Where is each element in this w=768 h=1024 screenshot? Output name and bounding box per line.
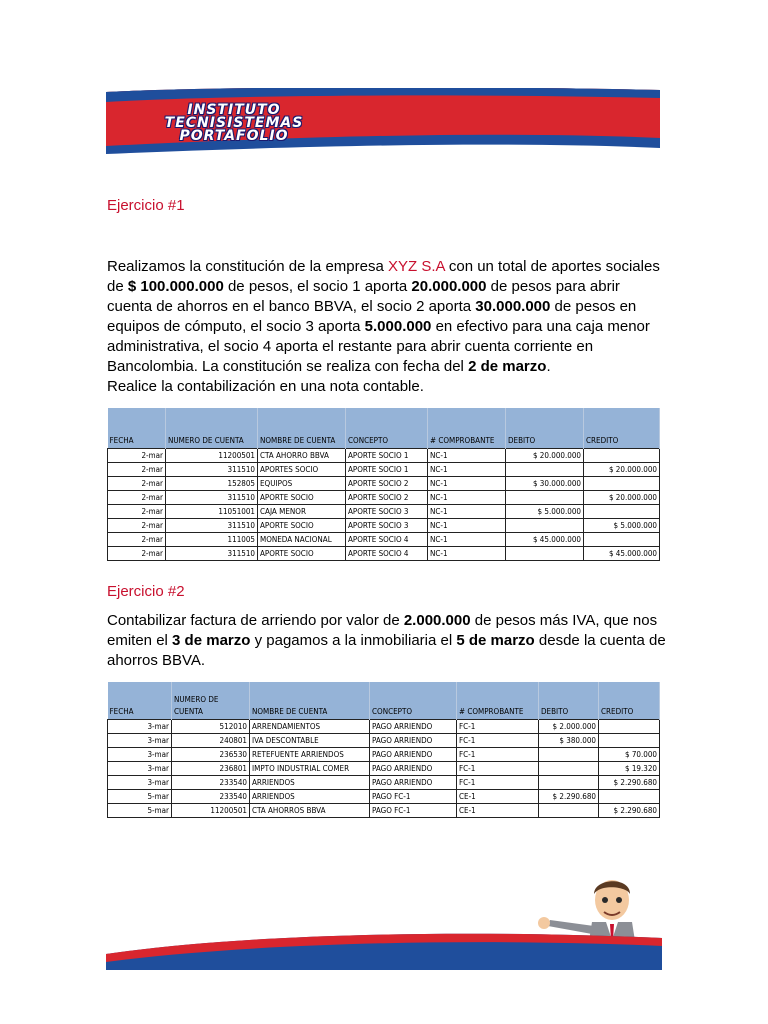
table-cell: APORTE SOCIO 1 [346, 462, 428, 476]
table-cell: 233540 [172, 789, 250, 803]
table-cell: $ 19.320 [599, 761, 660, 775]
table-cell: $ 70.000 [599, 747, 660, 761]
table-row [108, 504, 660, 518]
table-cell: PAGO FC-1 [370, 803, 457, 817]
table-cell: 2-mar [108, 476, 166, 490]
table-cell [539, 803, 599, 817]
table-cell [539, 775, 599, 789]
column-header: DEBITO [506, 408, 584, 448]
table-cell: $ 2.290.680 [599, 775, 660, 789]
table-cell: NC-1 [428, 518, 506, 532]
table-cell: APORTE SOCIO 2 [346, 490, 428, 504]
table-cell: $ 5.000.000 [506, 504, 584, 518]
column-header: CREDITO [584, 408, 660, 448]
table-cell: CAJA MENOR [258, 504, 346, 518]
table-cell: $ 2.290.680 [539, 789, 599, 803]
column-header: NUMERO DE CUENTA [166, 408, 258, 448]
table-row [108, 733, 660, 747]
table-cell: $ 20.000.000 [584, 490, 660, 504]
table-cell: NC-1 [428, 546, 506, 560]
column-header: CREDITO [599, 682, 660, 719]
footer-banner [106, 920, 662, 970]
table-cell [506, 546, 584, 560]
table-cell [599, 719, 660, 733]
table-cell: PAGO ARRIENDO [370, 747, 457, 761]
table-cell: APORTE SOCIO [258, 518, 346, 532]
table-cell: 311510 [166, 490, 258, 504]
table-cell: RETEFUENTE ARRIENDOS [250, 747, 370, 761]
table-cell: 5-mar [108, 803, 172, 817]
column-header: NUMERO DE CUENTA [172, 682, 250, 719]
table-cell: PAGO FC-1 [370, 789, 457, 803]
table-cell: 3-mar [108, 775, 172, 789]
table-cell: $ 2.290.680 [599, 803, 660, 817]
table-cell: 2-mar [108, 490, 166, 504]
table-cell: PAGO ARRIENDO [370, 775, 457, 789]
ledger-table-1 [107, 408, 660, 561]
table-cell: APORTE SOCIO [258, 490, 346, 504]
table-cell: $ 30.000.000 [506, 476, 584, 490]
table-cell: 2-mar [108, 518, 166, 532]
table-cell: IVA DESCONTABLE [250, 733, 370, 747]
table-cell: $ 20.000.000 [506, 448, 584, 462]
column-header: CONCEPTO [370, 682, 457, 719]
table-cell: 2-mar [108, 504, 166, 518]
table-cell: FC-1 [457, 747, 539, 761]
table-cell: 3-mar [108, 719, 172, 733]
exercise-1-heading: Ejercicio #1 [107, 197, 185, 214]
table-cell [584, 532, 660, 546]
table-cell: $ 380.000 [539, 733, 599, 747]
table-cell: PAGO ARRIENDO [370, 733, 457, 747]
table-cell: EQUIPOS [258, 476, 346, 490]
table-cell [584, 504, 660, 518]
table-cell [539, 761, 599, 775]
table-cell: APORTE SOCIO 3 [346, 504, 428, 518]
exercise-2-heading: Ejercicio #2 [107, 583, 185, 600]
table-cell: NC-1 [428, 532, 506, 546]
table-cell: FC-1 [457, 719, 539, 733]
table-row [108, 761, 660, 775]
column-header: # COMPROBANTE [457, 682, 539, 719]
table-cell: NC-1 [428, 448, 506, 462]
table-row [108, 747, 660, 761]
table-cell: 11051001 [166, 504, 258, 518]
table-cell: CTA AHORRO BBVA [258, 448, 346, 462]
table-row [108, 719, 660, 733]
table-cell: 311510 [166, 518, 258, 532]
table-cell: IMPTO INDUSTRIAL COMER [250, 761, 370, 775]
column-header: DEBITO [539, 682, 599, 719]
column-header: NOMBRE DE CUENTA [250, 682, 370, 719]
table-cell: ARRIENDOS [250, 789, 370, 803]
table-cell: APORTE SOCIO 1 [346, 448, 428, 462]
table-cell: FC-1 [457, 761, 539, 775]
table-cell: FC-1 [457, 733, 539, 747]
table-cell: NC-1 [428, 462, 506, 476]
table-cell: PAGO ARRIENDO [370, 761, 457, 775]
table-row [108, 462, 660, 476]
table-cell: $ 45.000.000 [584, 546, 660, 560]
ledger-table-2 [107, 682, 660, 818]
table-cell [506, 462, 584, 476]
table-cell: 2-mar [108, 448, 166, 462]
table-cell: 311510 [166, 462, 258, 476]
table-cell: CTA AHORROS BBVA [250, 803, 370, 817]
table-cell: 2-mar [108, 462, 166, 476]
table-cell: APORTE SOCIO 4 [346, 532, 428, 546]
table-cell: FC-1 [457, 775, 539, 789]
table-cell: 236801 [172, 761, 250, 775]
table-cell [584, 448, 660, 462]
table-cell: 236530 [172, 747, 250, 761]
table-cell: APORTE SOCIO [258, 546, 346, 560]
header-logo-text: INSTITUTO TECNISISTEMAS PORTAFOLIO [164, 102, 304, 144]
table-cell: 3-mar [108, 747, 172, 761]
table-row [108, 789, 660, 803]
table-cell [599, 733, 660, 747]
table-header-row [108, 682, 660, 719]
table-row [108, 803, 660, 817]
table-cell: NC-1 [428, 490, 506, 504]
exercise-1-statement: Realizamos la constitución de la empresa XYZ S.A con un total de aportes sociales de $ 100.000.000 de pesos, el socio 1 aporta 20.000.000 de pesos para abrir cuenta de ahorros en el banco BBVA, el socio 2 aporta 30.000.000 de pesos en equipos de cómputo, el socio 3 aporta 5.000.000 en efectivo para una caja menor administrativa, el socio 4 aporta el restante para abrir cuenta corriente en Bancolombia. La constitución se realiza con fecha del 2 de marzo. Realice la contabilización en una nota contable. [107, 258, 660, 395]
table-row [108, 518, 660, 532]
table-cell: 2-mar [108, 546, 166, 560]
table-cell [506, 518, 584, 532]
table-cell: 2-mar [108, 532, 166, 546]
table-cell: APORTE SOCIO 4 [346, 546, 428, 560]
table-cell: 240801 [172, 733, 250, 747]
table-row [108, 532, 660, 546]
table-row [108, 476, 660, 490]
table-cell: 311510 [166, 546, 258, 560]
table-cell: $ 45.000.000 [506, 532, 584, 546]
table-cell: 512010 [172, 719, 250, 733]
table-cell: 3-mar [108, 733, 172, 747]
table-cell: 111005 [166, 532, 258, 546]
table-cell [584, 476, 660, 490]
column-header: FECHA [108, 408, 166, 448]
table-cell: PAGO ARRIENDO [370, 719, 457, 733]
exercise-2-statement: Contabilizar factura de arriendo por valor de 2.000.000 de pesos más IVA, que nos emiten el 3 de marzo y pagamos a la inmobiliaria el 5 de marzo desde la cuenta de ahorros BBVA. [107, 612, 666, 669]
table-cell: APORTE SOCIO 2 [346, 476, 428, 490]
table-cell: 233540 [172, 775, 250, 789]
table-cell: ARRENDAMIENTOS [250, 719, 370, 733]
column-header: NOMBRE DE CUENTA [258, 408, 346, 448]
table-cell: $ 2.000.000 [539, 719, 599, 733]
column-header: # COMPROBANTE [428, 408, 506, 448]
table-cell: CE-1 [457, 803, 539, 817]
table-cell: $ 20.000.000 [584, 462, 660, 476]
table-cell: 11200501 [172, 803, 250, 817]
table-cell: 3-mar [108, 761, 172, 775]
table-cell: NC-1 [428, 476, 506, 490]
table-cell [506, 490, 584, 504]
table-cell [539, 747, 599, 761]
table-cell: CE-1 [457, 789, 539, 803]
table-row [108, 546, 660, 560]
table-cell: 152805 [166, 476, 258, 490]
table-cell [599, 789, 660, 803]
table-cell: NC-1 [428, 504, 506, 518]
table-row [108, 490, 660, 504]
table-cell: MONEDA NACIONAL [258, 532, 346, 546]
table-cell: APORTES SOCIO [258, 462, 346, 476]
table-cell: 5-mar [108, 789, 172, 803]
table-cell: $ 5.000.000 [584, 518, 660, 532]
table-row [108, 775, 660, 789]
table-cell: ARRIENDOS [250, 775, 370, 789]
table-row [108, 448, 660, 462]
table-cell: 11200501 [166, 448, 258, 462]
table-cell: APORTE SOCIO 3 [346, 518, 428, 532]
column-header: FECHA [108, 682, 172, 719]
table-header-row [108, 408, 660, 448]
column-header: CONCEPTO [346, 408, 428, 448]
